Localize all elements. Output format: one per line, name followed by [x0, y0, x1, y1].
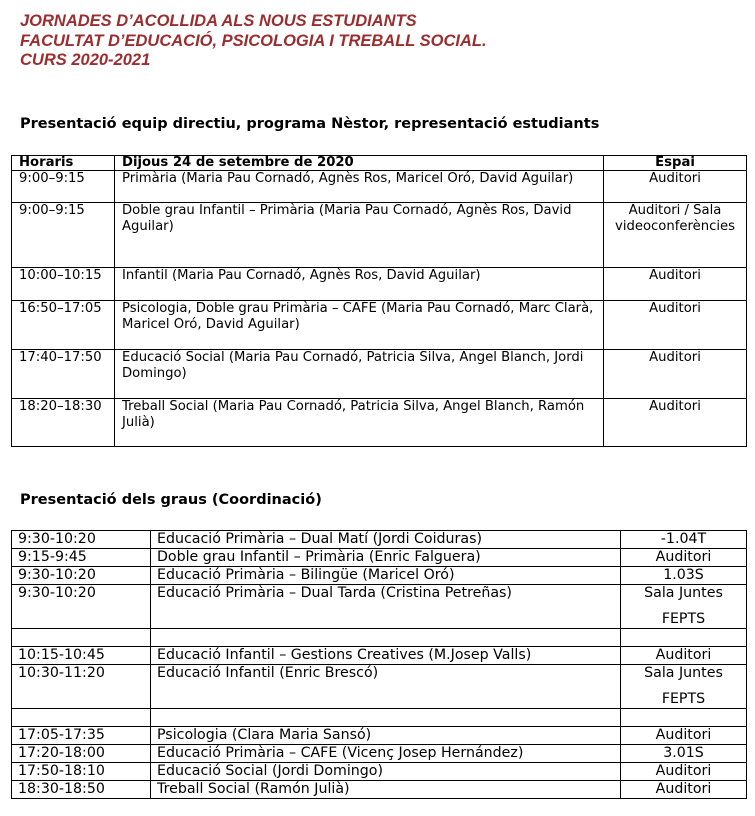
table-header-row [12, 156, 747, 171]
table-row [12, 647, 747, 665]
row-space-line-1: Sala Juntes [644, 585, 723, 601]
row-space: 3.01S [621, 745, 747, 763]
row-space: Auditori [621, 781, 747, 799]
row-description: Treball Social (Ramón Julià) [151, 781, 621, 799]
row-time: 17:40–17:50 [12, 350, 115, 399]
table-row [12, 763, 747, 781]
row-time: 9:30-10:20 [12, 567, 151, 585]
row-time: 17:20-18:00 [12, 745, 151, 763]
row-space: Auditori [604, 350, 747, 399]
row-space [621, 585, 747, 629]
row-space: Auditori [621, 727, 747, 745]
row-description: Educació Infantil (Enric Brescó) [151, 665, 621, 709]
row-description: Educació Primària – Bilingüe (Maricel Oró) [151, 567, 621, 585]
table-row [12, 585, 747, 629]
table-row [12, 531, 747, 549]
row-description: Educació Infantil – Gestions Creatives (M.Josep Valls) [151, 647, 621, 665]
blank-cell [621, 629, 747, 647]
column-header-space: Espai [604, 156, 747, 171]
table-row-blank [12, 629, 747, 647]
table-row [12, 171, 747, 203]
blank-cell [151, 709, 621, 727]
row-time: 10:00–10:15 [12, 268, 115, 301]
row-description: Educació Social (Maria Pau Cornadó, Patricia Silva, Angel Blanch, Jordi Domingo) [115, 350, 604, 399]
row-time: 9:30-10:20 [12, 585, 151, 629]
row-description: Treball Social (Maria Pau Cornadó, Patricia Silva, Angel Blanch, Ramón Julià) [115, 399, 604, 447]
row-space: Auditori [621, 763, 747, 781]
row-space-line-2: FEPTS [661, 611, 706, 627]
row-time: 10:30-11:20 [12, 665, 151, 709]
blank-cell [12, 709, 151, 727]
row-time: 9:00–9:15 [12, 203, 115, 268]
row-description: Doble grau Infantil – Primària (Maria Pau Cornadó, Agnès Ros, David Aguilar) [115, 203, 604, 268]
row-space: Auditori [621, 647, 747, 665]
schedule-table-management [11, 155, 747, 447]
title-line-2: FACULTAT D’EDUCACIÓ, PSICOLOGIA I TREBALL SOCIAL. [20, 31, 487, 50]
table-row [12, 549, 747, 567]
table-row-blank [12, 709, 747, 727]
row-description: Psicologia, Doble grau Primària – CAFE (Maria Pau Cornadó, Marc Clarà, Maricel Oró, David Aguilar) [115, 301, 604, 350]
table-row [12, 203, 747, 268]
row-space: 1.03S [621, 567, 747, 585]
table-row [12, 350, 747, 399]
row-time: 18:20–18:30 [12, 399, 115, 447]
table-row [12, 399, 747, 447]
blank-cell [151, 629, 621, 647]
title-line-1: JORNADES D’ACOLLIDA ALS NOUS ESTUDIANTS [20, 12, 417, 30]
table-row [12, 781, 747, 799]
row-time: 9:30-10:20 [12, 531, 151, 549]
row-space-line-1: Sala Juntes [644, 665, 723, 681]
row-description: Educació Primària – Dual Matí (Jordi Coiduras) [151, 531, 621, 549]
row-description: Educació Primària – CAFE (Vicenç Josep Hernández) [151, 745, 621, 763]
table-row [12, 567, 747, 585]
row-description: Primària (Maria Pau Cornadó, Agnès Ros, Maricel Oró, David Aguilar) [115, 171, 604, 203]
row-space [621, 665, 747, 709]
table-row [12, 268, 747, 301]
table-row [12, 301, 747, 350]
row-description: Educació Primària – Dual Tarda (Cristina Petreñas) [151, 585, 621, 629]
row-time: 9:00–9:15 [12, 171, 115, 203]
schedule-table-degrees [11, 530, 747, 799]
row-space: Auditori [604, 399, 747, 447]
table-row [12, 665, 747, 709]
column-header-time: Horaris [12, 156, 115, 171]
row-description: Infantil (Maria Pau Cornadó, Agnès Ros, David Aguilar) [115, 268, 604, 301]
row-description: Doble grau Infantil – Primària (Enric Falguera) [151, 549, 621, 567]
document-title [20, 12, 487, 71]
section-heading-degrees: Presentació dels graus (Coordinació) [20, 492, 322, 508]
row-space: Auditori [621, 549, 747, 567]
table-row [12, 745, 747, 763]
row-space: Auditori [604, 268, 747, 301]
title-line-3: CURS 2020-2021 [20, 51, 151, 69]
row-time: 18:30-18:50 [12, 781, 151, 799]
row-time: 17:05-17:35 [12, 727, 151, 745]
row-space: -1.04T [621, 531, 747, 549]
row-space: Auditori [604, 301, 747, 350]
section-heading-management: Presentació equip directiu, programa Nèstor, representació estudiants [20, 116, 600, 132]
table-row [12, 727, 747, 745]
row-description: Psicologia (Clara Maria Sansó) [151, 727, 621, 745]
row-space-line-2: FEPTS [661, 691, 706, 707]
column-header-date: Dijous 24 de setembre de 2020 [115, 156, 604, 171]
row-space: Auditori / Sala videoconferències [604, 203, 747, 268]
blank-cell [621, 709, 747, 727]
row-description: Educació Social (Jordi Domingo) [151, 763, 621, 781]
blank-cell [12, 629, 151, 647]
row-time: 9:15-9:45 [12, 549, 151, 567]
row-time: 16:50–17:05 [12, 301, 115, 350]
row-time: 17:50-18:10 [12, 763, 151, 781]
row-space: Auditori [604, 171, 747, 203]
row-time: 10:15-10:45 [12, 647, 151, 665]
